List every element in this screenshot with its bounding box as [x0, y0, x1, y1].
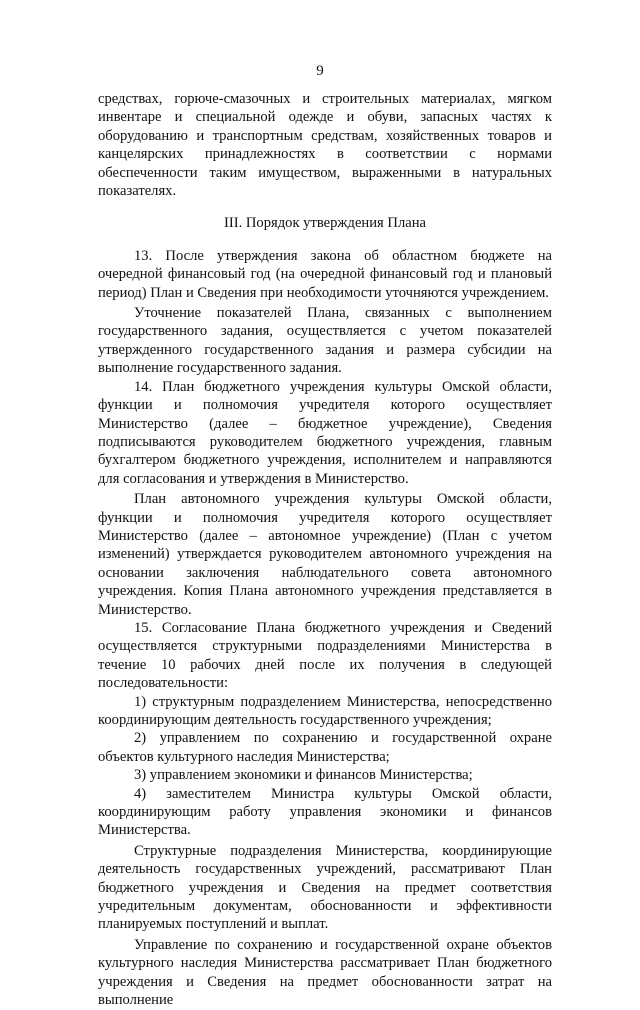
list-item-4: 4) заместителем Министра культуры Омской области, координирующим работу управления экономики и финансов Министерства.	[98, 785, 552, 839]
paragraph-13: 13. После утверждения закона об областном бюджете на очередной финансовый год (на очередной финансовый год и плановый период) План и Сведения при необходимости уточняются учреждением.	[98, 247, 552, 301]
paragraph-14: 14. План бюджетного учреждения культуры Омской области, функции и полномочия учредителя которого осуществляет Министерство (далее – бюджетное учреждение), Сведения подписываются руководителем бюджетного учреждения, главным бухгалтером бюджетного учреждения, исполнителем и направляются для согласования и утверждения в Министерство.	[98, 378, 552, 487]
paragraph-heritage-dept: Управление по сохранению и государственной охране объектов культурного наследия Министерства рассматривает План бюджетного учреждения и Сведения на предмет обоснованности затрат на выполнение	[98, 936, 552, 1009]
page-number: 9	[316, 63, 324, 79]
list-item-1: 1) структурным подразделением Министерства, непосредственно координирующим деятельность государственного учреждения;	[98, 693, 552, 728]
paragraph-structural-units: Структурные подразделения Министерства, координирующие деятельность государственных учреждений, рассматривают План бюджетного учреждения и Сведения на предмет соответствия учредительным документам, обоснованности и эффективности планируемых поступлений и выплат.	[98, 842, 552, 933]
section-heading: III. Порядок утверждения Плана	[224, 215, 426, 232]
paragraph-refinement: Уточнение показателей Плана, связанных с выполнением государственного задания, осуществляется с учетом показателей утвержденного государственного задания и размера субсидии на выполнение государственного задания.	[98, 305, 552, 377]
paragraph-continuation: средствах, горюче-смазочных и строительных материалах, мягком инвентаре и специальной одежде и обуви, запасных частях к оборудованию и транспортным средствам, хозяйственных товаров и канцелярских принадлежностях в соответствии с нормами обеспеченности таким имуществом, выраженными в натуральных показателях.	[98, 91, 552, 200]
list-item-2: 2) управлением по сохранению и государственной охране объектов культурного наследия Министерства;	[98, 730, 552, 765]
paragraph-autonomous: План автономного учреждения культуры Омской области, функции и полномочия учредителя которого осуществляет Министерство (далее – автономное учреждение) (План с учетом изменений) утверждается руководителем автономного учреждения на основании заключения наблюдательного совета автономного учреждения. Копия Плана автономного учреждения представляется в Министерство.	[98, 491, 552, 618]
paragraph-15: 15. Согласование Плана бюджетного учреждения и Сведений осуществляется структурными подразделениями Министерства в течение 10 рабочих дней после их получения в следующей последовательности:	[98, 619, 552, 692]
document-body	[98, 90, 552, 1010]
list-item-3: 3) управлением экономики и финансов Министерства;	[134, 767, 473, 784]
